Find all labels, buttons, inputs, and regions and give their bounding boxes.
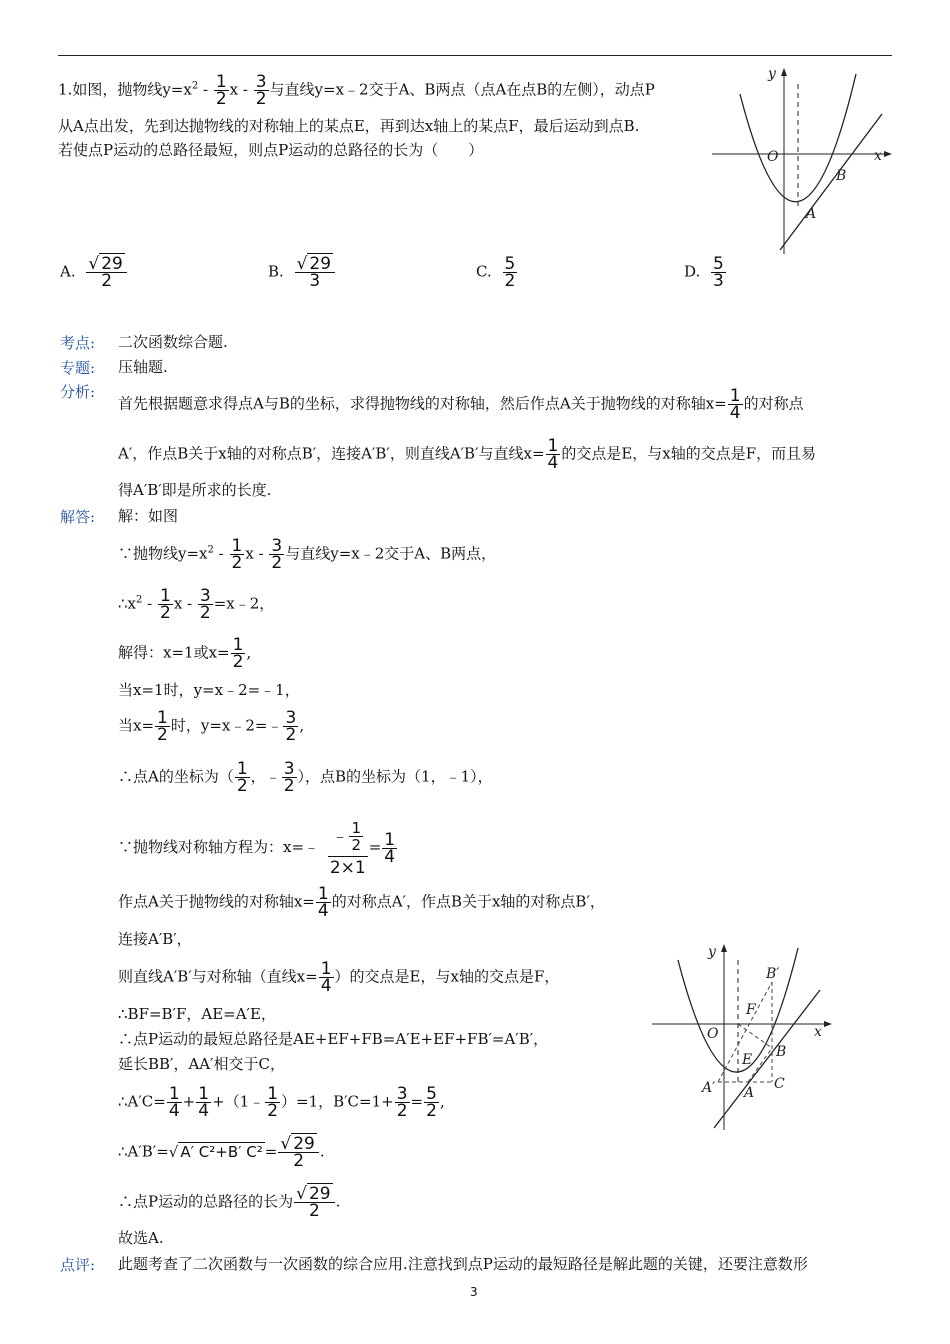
option-c[interactable]: C. $\frac{5}{2}$: [476, 254, 516, 291]
fenxi-line-2: A′，作点B关于x轴的对称点B′，连接A′B′，则直线A′B′与直线x= $\frac{1}{4}$ 的交点是E，与x轴的交点是F，而且易: [118, 436, 817, 473]
point-a-label: A: [744, 1085, 755, 1101]
jieda-s5: 当x= $\frac{1}{2}$ 时，y=x﹣2=﹣ $\frac{3}{2}$ ,: [118, 708, 305, 745]
kaodian-text: 二次函数综合题.: [118, 333, 228, 351]
y-axis-label: y: [768, 66, 776, 82]
zhuanti-text: 压轴题.: [118, 358, 168, 376]
jieda-s15: ∴A′B′=√ A′ C²+B′ C² = $\frac{√ 29}{2}$ .: [118, 1134, 325, 1171]
label-fenxi: 分析:: [60, 383, 96, 401]
question-line-1: 1.如图，抛物线$y=x^2$ - $\frac{1}{2}$ x - $\frac{3}{2}$ 与直线y=x﹣2交于A、B两点（点A在点B的左侧），动点P: [58, 72, 655, 109]
fenxi-line-1: 首先根据题意求得点A与B的坐标，求得抛物线的对称轴，然后作点A关于抛物线的对称轴x= $\frac{1}{4}$ 的对称点: [118, 386, 804, 423]
point-a-prime-label: A′: [702, 1080, 716, 1096]
point-c-label: C: [774, 1076, 785, 1092]
header-rule: [58, 55, 892, 56]
page-number: 3: [470, 1285, 478, 1299]
x-axis-label: x: [874, 148, 882, 164]
jieda-s9: 连接A′B′，: [118, 930, 192, 948]
point-a-label: A: [806, 206, 817, 222]
jieda-s17: 故选A.: [118, 1229, 164, 1247]
jieda-s3: 解得：x=1或x= $\frac{1}{2}$ ,: [118, 635, 252, 672]
option-d[interactable]: D. $\frac{5}{3}$: [684, 254, 724, 291]
fraction: $\frac{3}{2}$: [255, 72, 267, 109]
origin-label: O: [767, 149, 779, 165]
figure-1-graph: [710, 64, 900, 256]
figure-2-graph: [650, 940, 840, 1132]
point-f-label: F: [746, 1002, 756, 1018]
jieda-s12: ∴点P运动的最短总路径是AE+EF+FB=A′E+EF+FB′=A′B′，: [118, 1030, 549, 1048]
option-a[interactable]: A. $\frac{√ 29}{2}$: [60, 256, 128, 289]
jieda-s2: $\therefore x^2$ - $\frac{1}{2}$ x - $\frac{3}{2}$ =x﹣2，: [118, 586, 275, 623]
jieda-s16: ∴点P运动的总路径的长为 $\frac{√ 29}{2}$ .: [118, 1184, 341, 1221]
fraction: $\frac{1}{2}$: [215, 72, 227, 109]
jieda-s13: 延长BB′，AA′相交于C，: [118, 1055, 286, 1073]
jieda-s11: ∴BF=B′F，AE=A′E，: [118, 1005, 276, 1023]
label-jieda: 解答:: [60, 508, 96, 526]
jieda-s8: 作点A关于抛物线的对称轴x= $\frac{1}{4}$ 的对称点A′，作点B关于x轴的对称点B′，: [118, 884, 605, 921]
dianping-text: 此题考查了二次函数与一次函数的综合应用.注意找到点P运动的最短路径是解此题的关键，还要注意数形: [118, 1255, 808, 1273]
jieda-s1: ∵抛物线$y=x^2$ - $\frac{1}{2}$ x - $\frac{3}{2}$ 与直线y=x﹣2交于A、B两点，: [118, 536, 497, 573]
point-e-label: E: [742, 1052, 753, 1068]
jieda-s6: ∴点A的坐标为（ $\frac{1}{2}$ ，﹣ $\frac{3}{2}$ ），点B的坐标为（1，﹣1），: [118, 759, 493, 796]
question-line-2: 从A点出发，先到达抛物线的对称轴上的某点E，再到达x轴上的某点F，最后运动到点B.: [58, 117, 640, 135]
jieda-s14: ∴A′C= $\frac{1}{4}$ + $\frac{1}{4}$ +（1﹣ $\frac{1}{2}$ ）=1，B′C=1+ $\frac{3}{2}$ = $\frac{5}{2}$ ,: [118, 1084, 445, 1121]
question-line-3: 若使点P运动的总路径最短，则点P运动的总路径的长为（ ）: [58, 141, 484, 159]
option-b[interactable]: B. $\frac{√ 29}{3}$: [268, 256, 336, 289]
point-b-prime-label: B′: [766, 966, 780, 982]
label-dianping: 点评:: [60, 1256, 96, 1274]
jieda-s7: ∵抛物线对称轴方程为：x=﹣ ﹣ $\frac{1}{2}$ 2×1 = $\frac{1}{4}$: [118, 819, 396, 878]
fenxi-line-3: 得A′B′即是所求的长度.: [118, 481, 272, 499]
x-axis-label: x: [814, 1024, 822, 1040]
jieda-s10: 则直线A′B′与对称轴（直线x= $\frac{1}{4}$ ）的交点是E，与x轴的交点是F，: [118, 959, 560, 996]
point-b-label: B: [836, 168, 847, 184]
label-kaodian: 考点:: [60, 334, 96, 352]
label-zhuanti: 专题:: [60, 359, 96, 377]
origin-label: O: [707, 1026, 719, 1042]
jieda-s4: 当x=1时，y=x﹣2=﹣1，: [118, 681, 300, 699]
y-axis-label: y: [708, 944, 716, 960]
jieda-s0: 解：如图: [118, 507, 179, 525]
point-b-label: B: [776, 1044, 787, 1060]
